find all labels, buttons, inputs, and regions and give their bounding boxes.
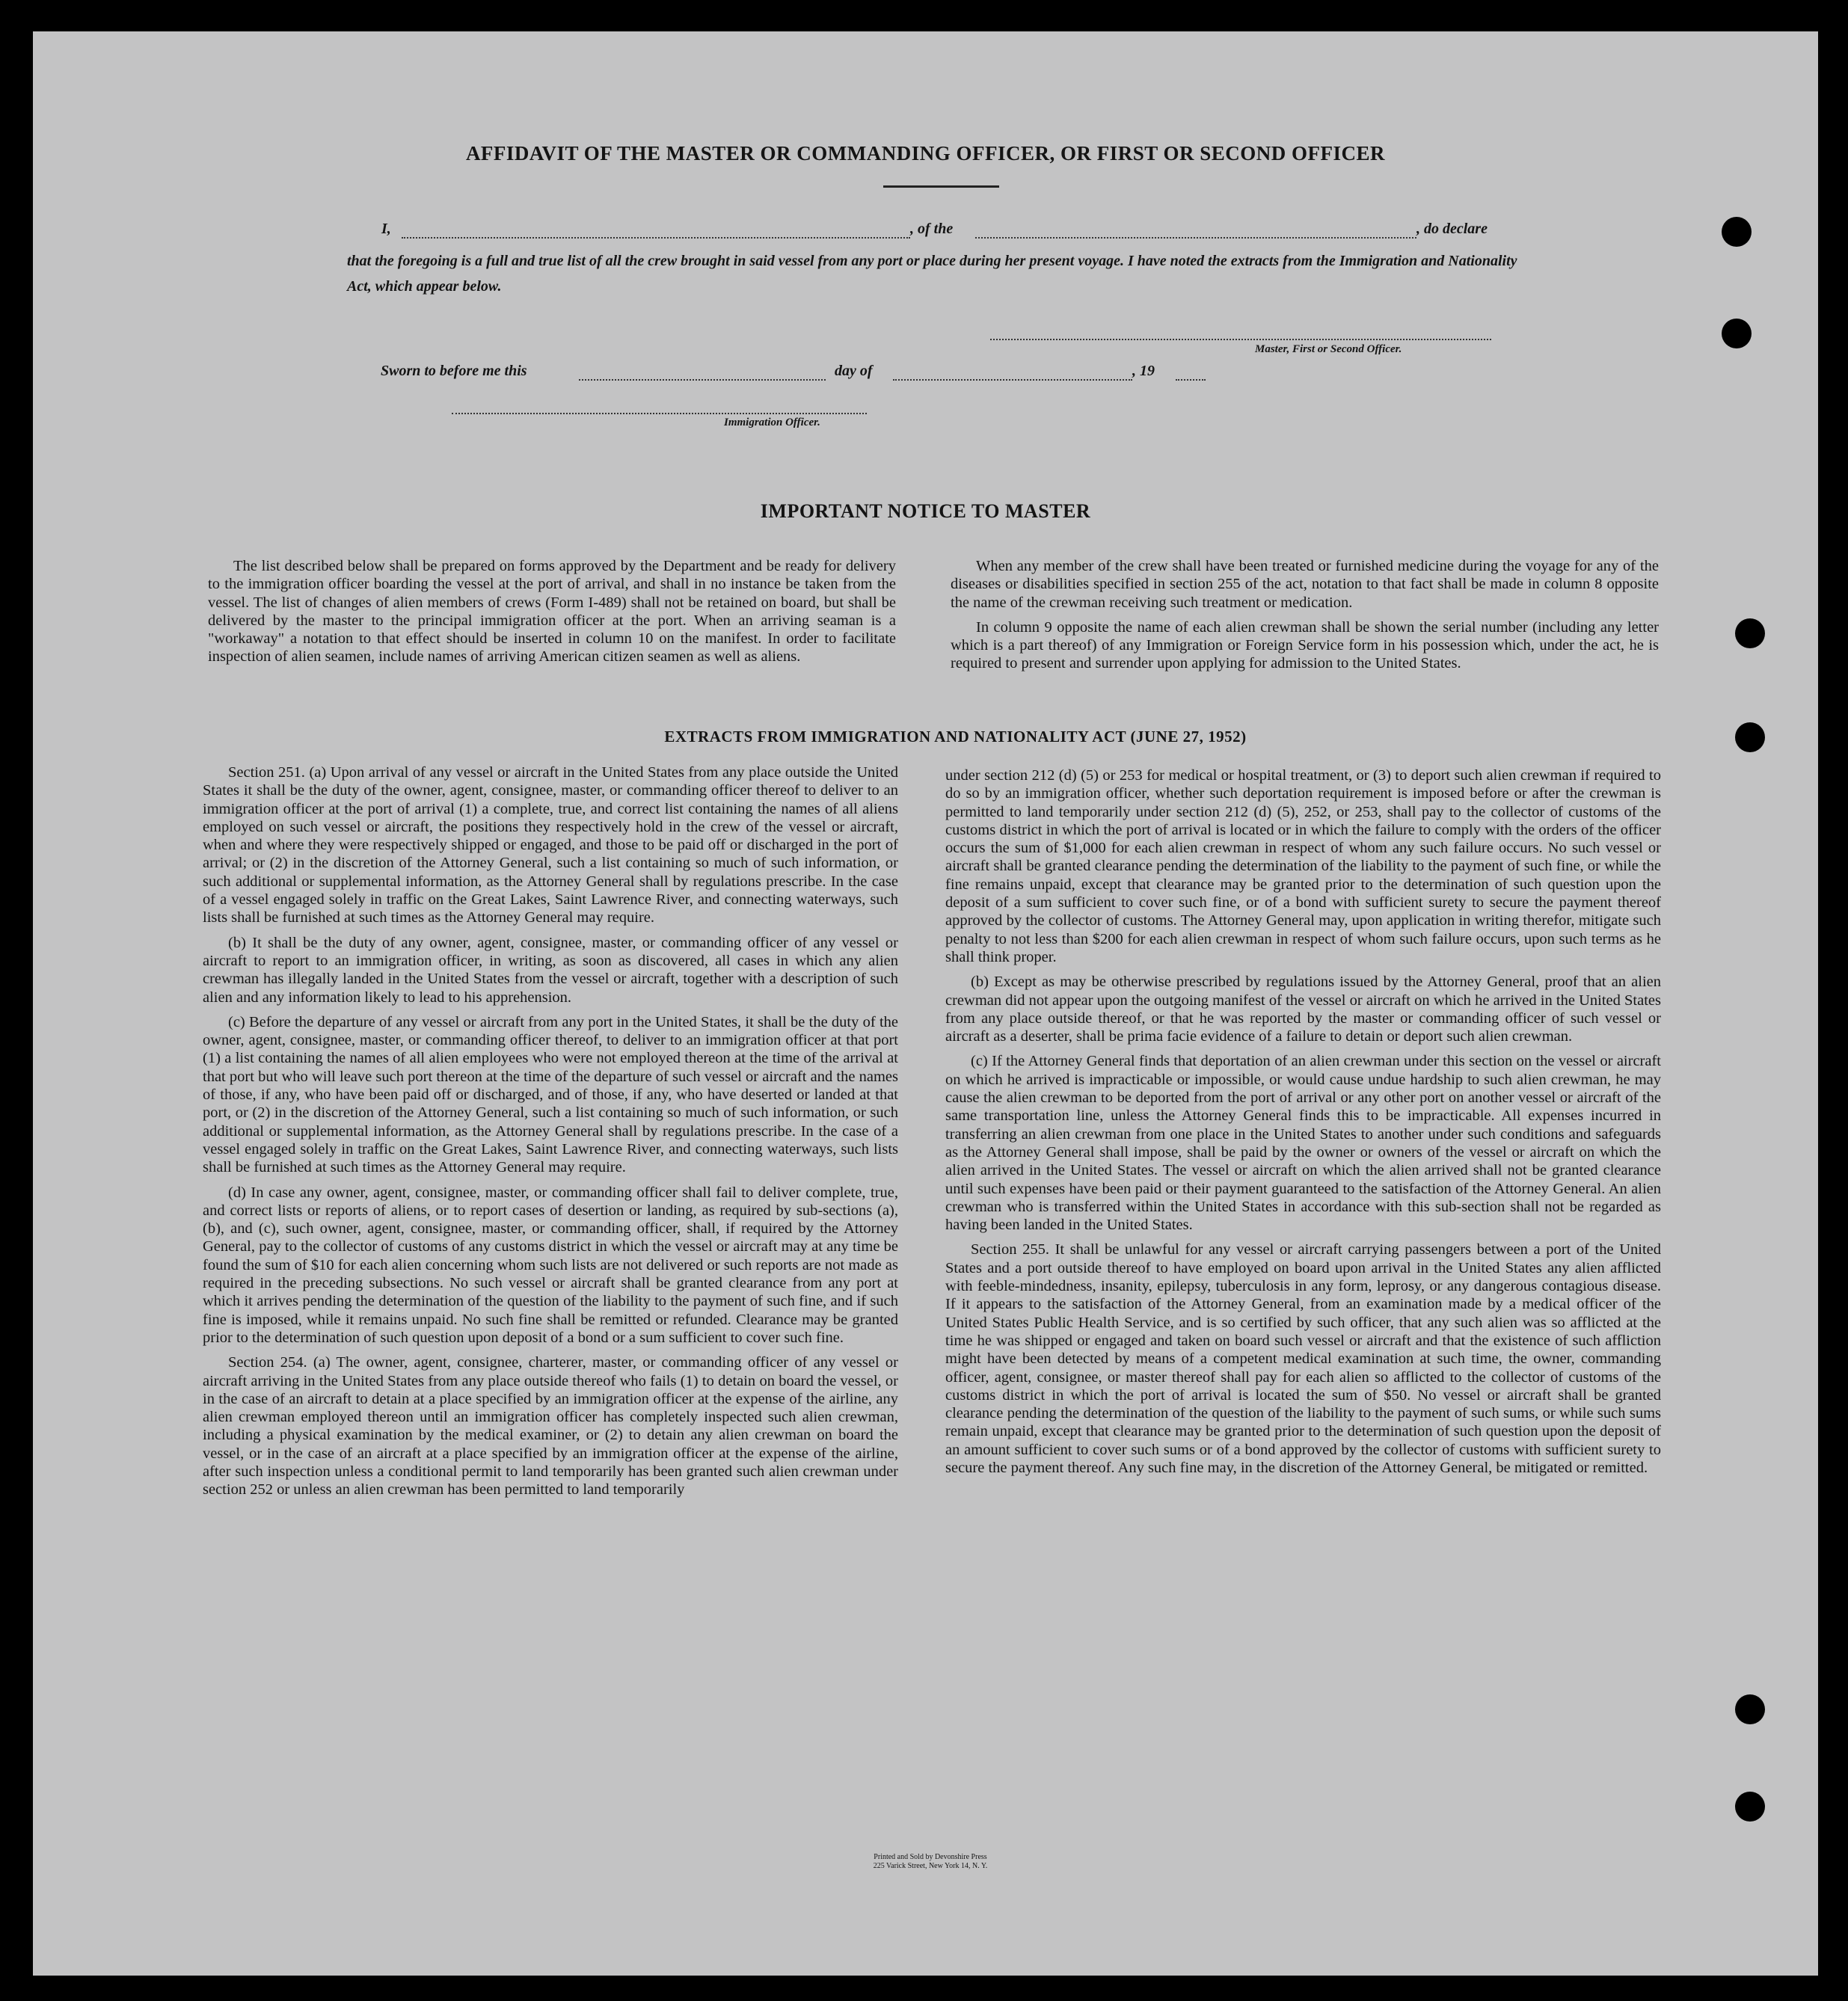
officer-signature-line[interactable] xyxy=(452,413,867,414)
section-254-a-continued: under section 212 (d) (5) or 253 for medical or hospital treatment, or (3) to deport such alien crewman if required to do so by an immigration officer, whether such deportation requirement is imposed before or after the crewman is permitted to land temporarily under section 212 (d) (5), 252, or 253, shall pay to the collector of customs of the customs district in which the port of arrival is located or in which the failure to comply with the orders of the officer occurs the sum of $1,000 for each alien crewman in respect of whom any such failure occurs. No such vessel or aircraft shall be granted clearance pending the determination of the liability to the payment of such fine, or while the fine remains unpaid, except that clearance may be granted prior to the determination of such question upon the deposit of a sum sufficient to cover such fine, or of a bond with sufficient surety to secure the payment thereof approved by the collector of customs. The Attorney General may, upon application in writing therefor, mitigate such penalty to not less than $200 for each alien crewman in respect of whom such failure occurs, upon such terms as he shall think proper. xyxy=(945,767,1661,965)
notice-right-paragraph-2: In column 9 opposite the name of each alien crewman shall be shown the serial number (including any letter which is a part thereof) of any Immigration or Foreign Service form in his possession which, under the act, he is required to present and surrender upon applying for admission to the United States. xyxy=(951,618,1659,672)
sworn-label: Sworn to before me this xyxy=(381,363,527,379)
extracts-left-column xyxy=(203,763,898,1506)
section-251-d: (d) In case any owner, agent, consignee, master, or commanding officer shall fail to deliver complete, true, and correct lists or reports of aliens, or to report cases of desertion or landing, as required by sub-sections (a), (b), and (c), such owner, agent, consignee, master, or commanding officer, shall, if required by the Attorney General, pay to the collector of customs of any customs district in which the vessel or aircraft may at any time be found the sum of $10 for each alien concerning whom such lists are not delivered or such reports are not made as required in the preceding subsections. No such vessel or aircraft shall be granted clearance from any port at which it arrives pending the determination of the question of the liability to the payment of such fine, and if such fine is imposed, while it remains unpaid. No such fine shall be remitted or refunded. Clearance may be granted prior to the determination of such question upon deposit of a bond or a sum sufficient to cover such fine. xyxy=(203,1184,898,1346)
section-255: Section 255. It shall be unlawful for any vessel or aircraft carrying passengers between a port of the United States and a port outside thereof to have employed on board upon arrival in the United States any alien afflicted with feeble-mindedness, insanity, epilepsy, tuberculosis in any form, leprosy, or any dangerous contagious disease. If it appears to the satisfaction of the Attorney General, from an examination made by a medical officer of the United States Public Health Service, and is so certified by such officer, that any such alien was so afflicted at the time he was shipped or engaged and taken on board such vessel or aircraft and that the existence of such affliction might have been detected by means of a competent medical examination at such time, the owner, commanding officer, agent, consignee, or master thereof shall pay for each alien so afflicted to the collector of customs of the customs district in which the port of arrival is located the sum of $50. No vessel or aircraft shall be granted clearance pending the determination of the question of the liability to the payment of such sums, or while such sums remain unpaid, except that clearance may be granted prior to the determination of such question upon the deposit of an amount sufficient to cover such sums or of a bond approved by the collector of customs with sufficient surety to secure the payment thereof. Any such fine may, in the discretion of the Attorney General, be mitigated or remitted. xyxy=(945,1241,1661,1476)
printer-line-1: Printed and Sold by Devonshire Press xyxy=(874,1853,987,1861)
signature-label: Master, First or Second Officer. xyxy=(1255,343,1402,355)
name-blank[interactable] xyxy=(402,237,910,239)
notice-right-column xyxy=(951,557,1659,680)
affidavit-title: AFFIDAVIT OF THE MASTER OR COMMANDING OFFICER, OR FIRST OR SECOND OFFICER xyxy=(465,142,1386,165)
document-page xyxy=(33,31,1818,1976)
punch-hole xyxy=(1722,319,1752,348)
signature-line[interactable] xyxy=(990,339,1491,340)
day-of-label: day of xyxy=(835,363,873,379)
year-label: , 19 xyxy=(1132,363,1155,379)
title-rule xyxy=(883,185,999,188)
section-251-b: (b) It shall be the duty of any owner, agent, consignee, master, or commanding officer of any vessel or aircraft to report to an immigration officer, in writing, as soon as discovered, all cases in which any alien crewman has illegally landed in the United States from the vessel or aircraft, together with a description of such alien and any information likely to lead to his apprehension. xyxy=(203,934,898,1006)
punch-hole xyxy=(1735,1694,1765,1724)
affidavit-body: that the foregoing is a full and true list of all the crew brought in said vessel from any port or place during her present voyage. I have noted the extracts from the Immigration and Nationality Act, which appear below. xyxy=(347,253,1517,295)
punch-hole xyxy=(1722,217,1752,247)
notice-right-paragraph-1: When any member of the crew shall have been treated or furnished medicine during the voyage for any of the diseases or disabilities specified in section 255 of the act, notation to that fact shall be made in column 8 opposite the name of the crewman receiving such treatment or medication. xyxy=(951,558,1659,611)
section-251-a: Section 251. (a) Upon arrival of any vessel or aircraft in the United States from any place outside the United States it shall be the duty of the owner, agent, consignee, master, or commanding officer thereof to deliver to an immigration officer at the port of arrival (1) a complete, true, and correct list containing the names of all aliens employed on such vessel or aircraft, the positions they respectively hold in the crew of the vessel or aircraft, when and where they were respectively shipped or engaged, and those to be paid off or discharged in the port of arrival; or (2) in the discretion of the Attorney General, such a list containing so much of such information, or such additional or supplemental information, as the Attorney General shall by regulations prescribe. In the case of a vessel engaged solely in traffic on the Great Lakes, Saint Lawrence River, and connecting waterways, such lists shall be furnished at such times as the Attorney General may require. xyxy=(203,764,898,926)
punch-hole xyxy=(1735,618,1765,648)
section-254-c: (c) If the Attorney General finds that deportation of an alien crewman under this section on the vessel or aircraft on which he arrived is impracticable or impossible, or would cause undue hardship to such alien crewman, he may cause the alien crewman to be deported from the port of arrival or any other port on another vessel or aircraft of the same transportation line, unless the Attorney General finds this to be impracticable. All expenses incurred in transferring an alien crewman from one place in the United States to another under such conditions and safeguards as the Attorney General shall impose, shall be paid by the owner or owners of the vessel or aircraft on which the alien arrived in the United States. The vessel or aircraft on which the alien arrived shall not be granted clearance until such expenses have been paid or their payment guaranteed to the satisfaction of the Attorney General. An alien crewman who is transferred within the United States in accordance with this sub-section shall not be regarded as having been landed in the United States. xyxy=(945,1053,1661,1234)
of-the-label: , of the xyxy=(910,221,954,237)
vessel-blank[interactable] xyxy=(975,237,1416,239)
printer-imprint xyxy=(781,1853,1080,1871)
year-blank[interactable] xyxy=(1176,379,1206,381)
extracts-right-column xyxy=(945,766,1661,1484)
do-declare-label: , do declare xyxy=(1416,221,1488,237)
notice-left-column xyxy=(208,557,896,673)
sworn-day-blank[interactable] xyxy=(579,379,826,381)
sworn-month-blank[interactable] xyxy=(893,379,1132,381)
punch-hole xyxy=(1735,1792,1765,1822)
notice-left-paragraph: The list described below shall be prepared on forms approved by the Department and be ready for delivery to the immigration officer boarding the vessel at the port of arrival, and shall in no instance be taken from the vessel. The list of changes of alien members of crews (Form I-489) shall not be retained on board, but shall be delivered by the master to the principal immigration officer at the port. When an arriving seaman is a "workaway" a notation to that effect should be inserted in column 10 on the manifest. In order to facilitate inspection of alien seamen, include names of arriving American citizen seamen as well as aliens. xyxy=(208,558,896,666)
affidavit-i-label: I, xyxy=(381,221,391,237)
printer-line-2: 225 Varick Street, New York 14, N. Y. xyxy=(873,1862,988,1870)
punch-hole xyxy=(1735,722,1765,752)
section-254-b: (b) Except as may be otherwise prescribed by regulations issued by the Attorney General, proof that an alien crewman did not appear upon the outgoing manifest of the vessel or aircraft on which he arrived in the United States from any place outside thereof, or that he was reported by the master or commanding officer of such vessel or aircraft as a deserter, shall be prima facie evidence of a failure to detain or deport such alien crewman. xyxy=(945,974,1661,1045)
notice-title: IMPORTANT NOTICE TO MASTER xyxy=(760,500,1091,522)
section-251-c: (c) Before the departure of any vessel or aircraft from any port in the United States, it shall be the duty of the owner, agent, consignee, master, or commanding officer thereof, to deliver to an immigration officer at that port (1) a list containing the names of all alien employees who were not employed thereon at the time of the arrival at that port but who will leave such port thereon at the time of the departure of such vessel or aircraft and the names of those, if any, who have been paid off or discharged, and of those, if any, who have deserted or landed at that port, or (2) in the discretion of the Attorney General, such a list containing so much of such information, or such additional or supplemental information, as the Attorney General shall by regulations prescribe. In the case of a vessel engaged solely in traffic on the Great Lakes, Saint Lawrence River, and connecting waterways, such lists shall be furnished at such times as the Attorney General may require. xyxy=(203,1013,898,1176)
officer-label: Immigration Officer. xyxy=(724,417,820,428)
section-254-a: Section 254. (a) The owner, agent, consignee, charterer, master, or commanding officer of any vessel or aircraft arriving in the United States from any place outside thereof who fails (1) to detain on board the vessel, or in the case of an aircraft to detain at a place specified by an immigration officer at the expense of the airline, any alien crewman employed thereon until an immigration officer has completely inspected such alien crewman, including a physical examination by the medical examiner, or (2) to detain any alien crewman on board the vessel, or in the case of an aircraft at a place specified by an immigration officer at the expense of the airline, after such inspection unless a conditional permit to land temporarily has been granted such alien crewman under section 252 or unless an alien crewman has been permitted to land temporarily xyxy=(203,1354,898,1499)
extracts-title: EXTRACTS FROM IMMIGRATION AND NATIONALITY ACT (JUNE 27, 1952) xyxy=(664,728,1247,746)
